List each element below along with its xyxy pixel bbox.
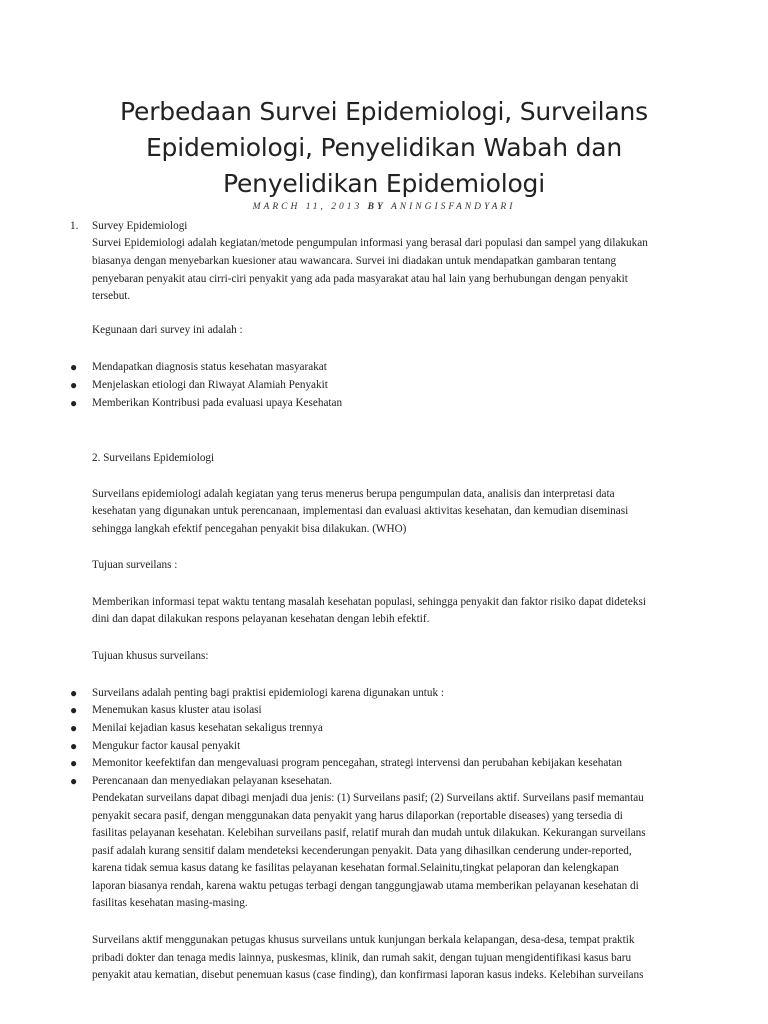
paragraph-line: laporan biasanya rendah, karena waktu petugas terbagi dengan tanggungjawab utama memberikan pelayanan kesehatan di xyxy=(92,880,639,892)
paragraph-line: Kegunaan dari survey ini adalah : xyxy=(92,324,243,336)
list-number: 1. xyxy=(70,220,79,232)
paragraph-line: Survei Epidemiologi adalah kegiatan/metode pengumpulan informasi yang berasal dari populasi dan sampel yang dilakukan xyxy=(92,237,648,249)
list-item: Mengukur factor kausal penyakit xyxy=(92,740,241,752)
section-heading: Survey Epidemiologi xyxy=(92,220,188,232)
article-title xyxy=(84,94,684,202)
paragraph-line: penyakit atau kematian, disebut penemuan kasus (case finding), dan konfirmasi laporan kasus indeks. Kelebihan surveilans xyxy=(92,969,644,981)
paragraph-line: kesehatan yang digunakan untuk perencanaan, implementasi dan evaluasi aktivitas kesehatan, dan kemudian diseminasi xyxy=(92,505,629,517)
paragraph-line: fasilitas kesehatan masing-masing. xyxy=(92,897,248,909)
paragraph-line: penyebaran penyakit atau cirri-ciri penyakit yang ada pada masyarakat atau hal lain yang berhubungan dengan penyakit xyxy=(92,273,628,285)
paragraph-line: pasif adalah kurang sensitif dalam mendeteksi kecenderungan penyakit. Data yang dihasilkan cenderung under-reported, xyxy=(92,845,632,857)
article-meta xyxy=(0,202,768,212)
list-item: Menemukan kasus kluster atau isolasi xyxy=(92,704,262,716)
paragraph-line: biasanya dengan menyebarkan kuesioner atau wawancara. Survei ini diadakan untuk mendapatkan gambaran tentang xyxy=(92,255,617,267)
bullet-icon: ● xyxy=(70,378,78,392)
post-date: MARCH 11, 2013 xyxy=(252,202,363,212)
list-item: Memonitor keefektifan dan mengevaluasi program pencegahan, strategi intervensi dan perubahan kebijakan kesehatan xyxy=(92,757,622,769)
list-item: Surveilans adalah penting bagi praktisi epidemiologi karena digunakan untuk : xyxy=(92,687,445,699)
bullet-icon: ● xyxy=(70,774,78,788)
title-line: Perbedaan Survei Epidemiologi, Surveilans xyxy=(120,97,648,126)
bullet-icon: ● xyxy=(70,396,78,410)
paragraph-line: dini dan dapat dilakukan respons pelayanan kesehatan dengan lebih efektif. xyxy=(92,613,430,625)
by-label: BY xyxy=(367,202,386,212)
paragraph-line: sehingga langkah efektif pencegahan penyakit bisa dilakukan. (WHO) xyxy=(92,523,407,535)
paragraph-line: Memberikan informasi tepat waktu tentang masalah kesehatan populasi, sehingga penyakit dan faktor risiko dapat dideteksi xyxy=(92,596,646,608)
paragraph-line: Tujuan khusus surveilans: xyxy=(92,650,209,662)
paragraph-line: Tujuan surveilans : xyxy=(92,559,178,571)
bullet-icon: ● xyxy=(70,739,78,753)
list-item: Mendapatkan diagnosis status kesehatan masyarakat xyxy=(92,361,327,373)
bullet-icon: ● xyxy=(70,360,78,374)
bullet-icon: ● xyxy=(70,703,78,717)
paragraph-line: tersebut. xyxy=(92,290,131,302)
bullet-icon: ● xyxy=(70,686,78,700)
list-item: Menilai kejadian kasus kesehatan sekaligus trennya xyxy=(92,722,323,734)
author-name: ANINGISFANDYARI xyxy=(390,202,516,212)
bullet-icon: ● xyxy=(70,756,78,770)
paragraph-line: Surveilans aktif menggunakan petugas khusus surveilans untuk kunjungan berkala kelapangan, desa-desa, tempat praktik xyxy=(92,934,635,946)
title-line: Penyelidikan Epidemiologi xyxy=(223,169,545,198)
section-heading: 2. Surveilans Epidemiologi xyxy=(92,452,215,464)
paragraph-line: pribadi dokter dan tenaga medis lainnya, puskesmas, klinik, dan rumah sakit, dengan tujuan mengidentifikasi kasus baru xyxy=(92,952,632,964)
paragraph-line: Surveilans epidemiologi adalah kegiatan yang terus menerus berupa pengumpulan data, analisis dan interpretasi data xyxy=(92,488,615,500)
list-item: Menjelaskan etiologi dan Riwayat Alamiah Penyakit xyxy=(92,379,328,391)
list-item: Memberikan Kontribusi pada evaluasi upaya Kesehatan xyxy=(92,397,343,409)
bullet-icon: ● xyxy=(70,721,78,735)
paragraph-line: karena tidak semua kasus datang ke fasilitas pelayanan kesehatan formal.Selainitu,tingkat pelaporan dan kelengkapan xyxy=(92,862,619,874)
list-item: Perencanaan dan menyediakan pelayanan ksesehatan. xyxy=(92,775,333,787)
title-line: Epidemiologi, Penyelidikan Wabah dan xyxy=(145,133,623,162)
paragraph-line: penyakit secara pasif, dengan menggunakan data penyakit yang harus dilaporkan (reportable diseases) yang tersedia di xyxy=(92,810,623,822)
paragraph-line: fasilitas pelayanan kesehatan. Kelebihan surveilans pasif, relatif murah dan mudah untuk dilakukan. Kekurangan surveilans xyxy=(92,827,646,839)
paragraph-line: Pendekatan surveilans dapat dibagi menjadi dua jenis: (1) Surveilans pasif; (2) Surveilans aktif. Surveilans pasif memantau xyxy=(92,792,644,804)
